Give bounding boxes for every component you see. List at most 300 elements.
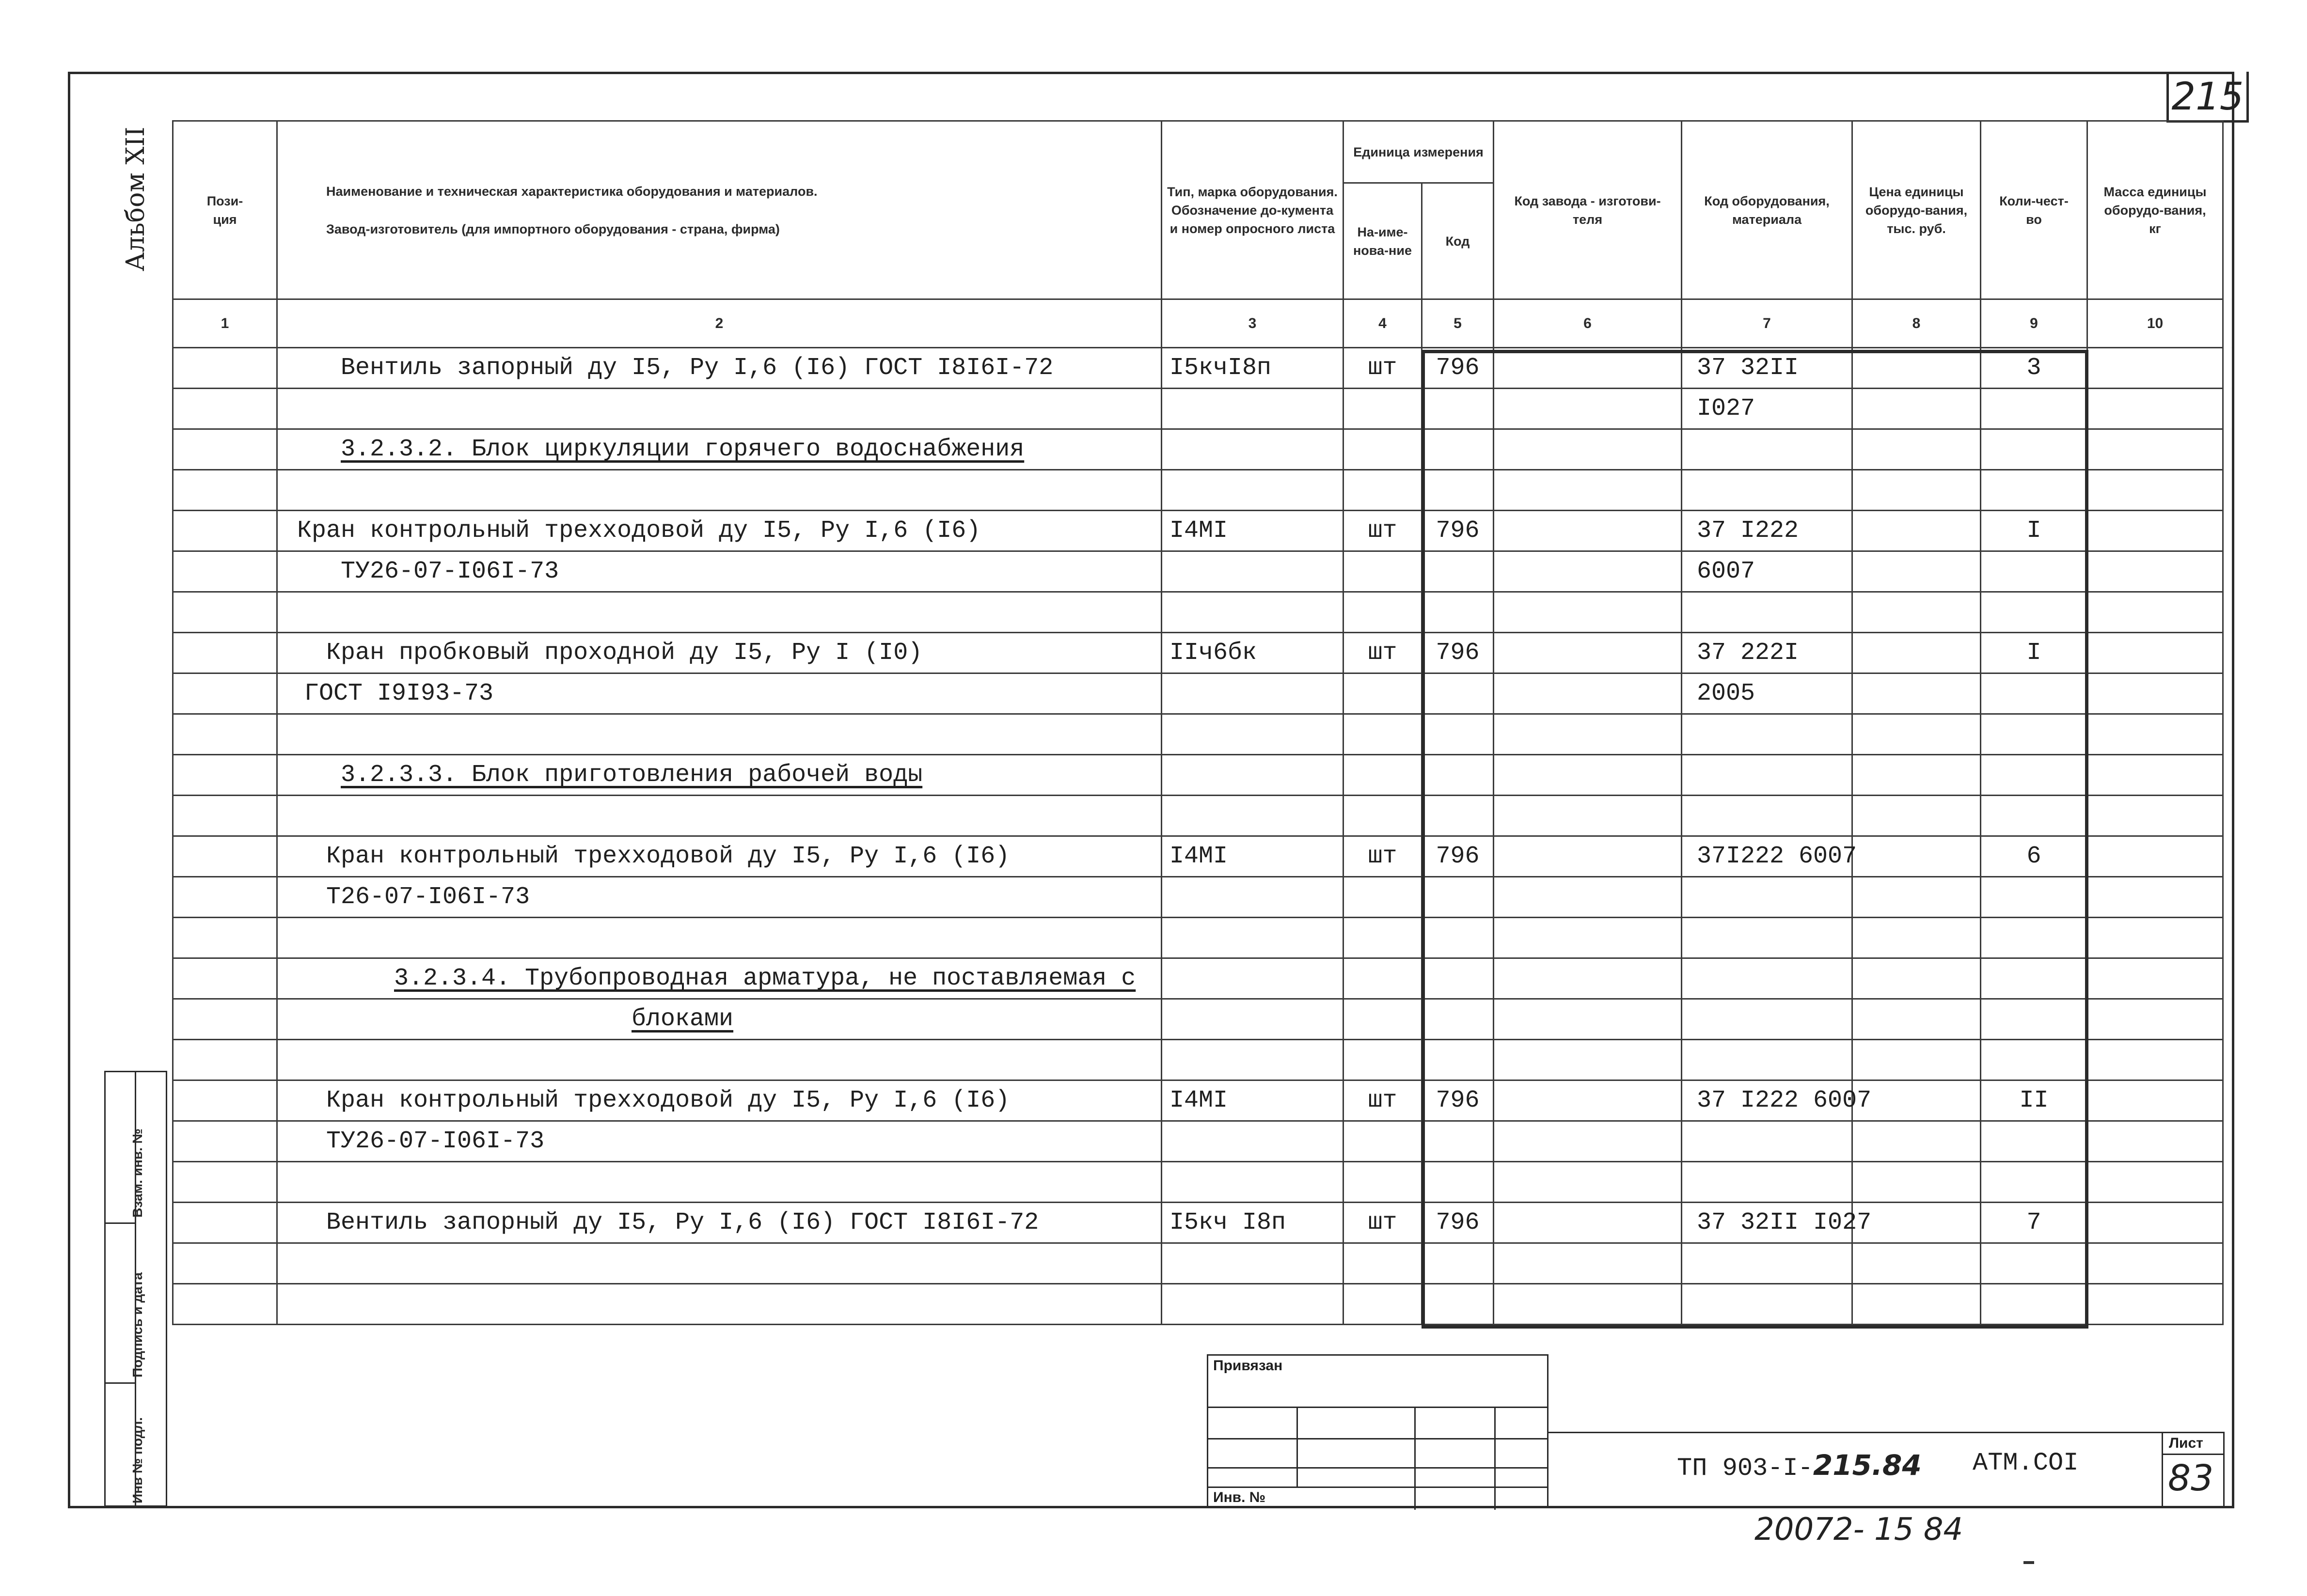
document-code: [1677, 1449, 1922, 1483]
cell-ucode: [1422, 958, 1494, 999]
cell-code: 37 222I: [1682, 633, 1852, 673]
doc-hand: 215.84: [1813, 1449, 1922, 1482]
cell-qty: [1981, 1243, 2087, 1284]
cell-pos: [173, 389, 277, 429]
cell-price: [1852, 836, 1981, 877]
cell-pos: [173, 714, 277, 755]
table-row: [173, 1243, 2223, 1284]
cell-ucode: [1422, 1040, 1494, 1080]
cell-ucode: [1422, 714, 1494, 755]
cell-qty: [1981, 1284, 2087, 1325]
cell-ucode: [1422, 389, 1494, 429]
cell-price: [1852, 714, 1981, 755]
cell-ucode: [1422, 755, 1494, 796]
cell-qty: I: [1981, 633, 2087, 673]
cell-pos: [173, 592, 277, 633]
cell-factory: [1494, 592, 1682, 633]
cell-qty: [1981, 796, 2087, 836]
cell-qty: I: [1981, 511, 2087, 551]
cell-code: [1682, 877, 1852, 918]
col-number: 8: [1852, 299, 1981, 348]
cell-factory: [1494, 836, 1682, 877]
cell-ucode: 796: [1422, 511, 1494, 551]
table-row: [173, 958, 2223, 999]
cell-price: [1852, 999, 1981, 1040]
cell-unit: [1343, 958, 1422, 999]
cell-unit: шт: [1343, 348, 1422, 389]
cell-type: I4МI: [1162, 836, 1343, 877]
cell-pos: [173, 429, 277, 470]
cell-qty: [1981, 1121, 2087, 1162]
cell-type: [1162, 470, 1343, 511]
cell-mass: [2087, 1203, 2223, 1243]
cell-name: Т26-07-I06I-73: [277, 877, 1162, 918]
cell-mass: [2087, 592, 2223, 633]
cell-code: [1682, 429, 1852, 470]
cell-code: [1682, 1284, 1852, 1325]
cell-type: [1162, 918, 1343, 958]
cell-qty: 6: [1981, 836, 2087, 877]
cell-mass: [2087, 551, 2223, 592]
cell-ucode: 796: [1422, 633, 1494, 673]
cell-code: 37 I222: [1682, 511, 1852, 551]
cell-qty: [1981, 714, 2087, 755]
cell-pos: [173, 551, 277, 592]
cell-ucode: [1422, 796, 1494, 836]
cell-unit: [1343, 918, 1422, 958]
cell-name: [277, 470, 1162, 511]
table-row: [173, 918, 2223, 958]
cell-unit: [1343, 796, 1422, 836]
album-label: Альбом XII: [121, 126, 150, 271]
cell-pos: [173, 1243, 277, 1284]
left-strip: [104, 1071, 167, 1507]
cell-type: IIч6бк: [1162, 633, 1343, 673]
table-row: [173, 551, 2223, 592]
cell-unit: шт: [1343, 511, 1422, 551]
table-row: [173, 348, 2223, 389]
cell-ucode: [1422, 1121, 1494, 1162]
cell-factory: [1494, 511, 1682, 551]
cell-type: [1162, 673, 1343, 714]
col-number: 9: [1981, 299, 2087, 348]
cell-pos: [173, 1162, 277, 1203]
cell-name: 3.2.3.2. Блок циркуляции горячего водоснабжения: [277, 429, 1162, 470]
cell-unit: [1343, 673, 1422, 714]
cell-factory: [1494, 1040, 1682, 1080]
cell-ucode: 796: [1422, 836, 1494, 877]
cell-price: [1852, 429, 1981, 470]
cell-name: блоками: [277, 999, 1162, 1040]
cell-unit: шт: [1343, 633, 1422, 673]
cell-ucode: [1422, 1243, 1494, 1284]
cell-factory: [1494, 470, 1682, 511]
header-unit-group: Единица измерения: [1343, 121, 1494, 183]
cell-code: [1682, 592, 1852, 633]
cell-qty: [1981, 1040, 2087, 1080]
cell-pos: [173, 999, 277, 1040]
cell-factory: [1494, 755, 1682, 796]
vzam-inv-label: Взам. инв. №: [130, 1128, 145, 1218]
cell-unit: [1343, 755, 1422, 796]
cell-ucode: 796: [1422, 1203, 1494, 1243]
cell-ucode: [1422, 1284, 1494, 1325]
cell-price: [1852, 511, 1981, 551]
header-mass: Масса единицы оборудо-вания, кг: [2087, 121, 2223, 299]
table-row: [173, 1121, 2223, 1162]
cell-factory: [1494, 551, 1682, 592]
privyazan-label: Привязан: [1213, 1358, 1283, 1374]
cell-mass: [2087, 429, 2223, 470]
cell-ucode: [1422, 429, 1494, 470]
cell-price: [1852, 633, 1981, 673]
cell-type: [1162, 429, 1343, 470]
col-number: 1: [173, 299, 277, 348]
cell-qty: [1981, 389, 2087, 429]
table-row: [173, 673, 2223, 714]
cell-mass: [2087, 389, 2223, 429]
cell-ucode: [1422, 999, 1494, 1040]
cell-type: [1162, 999, 1343, 1040]
header-factory-code: Код завода - изготови-теля: [1494, 121, 1682, 299]
cell-name: [277, 918, 1162, 958]
cell-factory: [1494, 1162, 1682, 1203]
table-row: [173, 1080, 2223, 1121]
cell-pos: [173, 836, 277, 877]
table-row: [173, 714, 2223, 755]
cell-unit: шт: [1343, 1203, 1422, 1243]
cell-type: [1162, 1121, 1343, 1162]
cell-code: [1682, 958, 1852, 999]
cell-price: [1852, 918, 1981, 958]
table-row: [173, 429, 2223, 470]
cell-mass: [2087, 1162, 2223, 1203]
cell-qty: [1981, 429, 2087, 470]
privyazan-block: [1207, 1354, 1549, 1508]
cell-price: [1852, 470, 1981, 511]
cell-type: [1162, 551, 1343, 592]
cell-qty: [1981, 877, 2087, 918]
page-number-stamp: [2166, 72, 2249, 123]
cell-name: 3.2.3.3. Блок приготовления рабочей воды: [277, 755, 1162, 796]
cell-unit: [1343, 1121, 1422, 1162]
header-unit-code: Код: [1422, 183, 1494, 299]
cell-price: [1852, 1080, 1981, 1121]
cell-name: Кран контрольный трехходовой ду I5, Ру I,6 (I6): [277, 836, 1162, 877]
header-position: Пози- ция: [173, 121, 277, 299]
cell-type: [1162, 1243, 1343, 1284]
cell-price: [1852, 1121, 1981, 1162]
cell-type: I5кчI8п: [1162, 348, 1343, 389]
cell-price: [1852, 1243, 1981, 1284]
table-row: [173, 592, 2223, 633]
cell-price: [1852, 755, 1981, 796]
sheet-box: [2162, 1432, 2225, 1508]
header-price: Цена единицы оборудо-вания, тыс. руб.: [1852, 121, 1981, 299]
cell-name: [277, 1162, 1162, 1203]
cell-factory: [1494, 389, 1682, 429]
cell-qty: [1981, 551, 2087, 592]
cell-pos: [173, 877, 277, 918]
cell-pos: [173, 348, 277, 389]
cell-type: [1162, 1162, 1343, 1203]
cell-ucode: [1422, 470, 1494, 511]
cell-mass: [2087, 348, 2223, 389]
cell-ucode: 796: [1422, 1080, 1494, 1121]
cell-pos: [173, 1080, 277, 1121]
cell-mass: [2087, 714, 2223, 755]
cell-mass: [2087, 470, 2223, 511]
cell-mass: [2087, 1080, 2223, 1121]
col-number: 10: [2087, 299, 2223, 348]
cell-factory: [1494, 633, 1682, 673]
cell-pos: [173, 796, 277, 836]
cell-mass: [2087, 673, 2223, 714]
doc-suffix: АТМ.СОI: [1973, 1449, 2079, 1477]
cell-pos: [173, 673, 277, 714]
sheet-label: Лист: [2169, 1435, 2203, 1451]
cell-name: Кран контрольный трехходовой ду I5, Ру I,6 (I6): [277, 1080, 1162, 1121]
cell-unit: шт: [1343, 1080, 1422, 1121]
specification-table: [172, 120, 2224, 1325]
cell-mass: [2087, 877, 2223, 918]
cell-mass: [2087, 1121, 2223, 1162]
cell-mass: [2087, 633, 2223, 673]
cell-pos: [173, 958, 277, 999]
cell-qty: 7: [1981, 1203, 2087, 1243]
cell-ucode: [1422, 551, 1494, 592]
cell-type: [1162, 592, 1343, 633]
table-row: [173, 389, 2223, 429]
header-name: Наименование и техническая характеристика оборудования и материалов. Завод-изготовитель (для импортного оборудования - страна, фирма): [277, 121, 1162, 299]
cell-ucode: [1422, 877, 1494, 918]
cell-name: [277, 1284, 1162, 1325]
cell-factory: [1494, 673, 1682, 714]
cell-price: [1852, 958, 1981, 999]
archive-number: 20072- 15 84: [1754, 1512, 1963, 1548]
cell-price: [1852, 877, 1981, 918]
cell-price: [1852, 551, 1981, 592]
cell-code: [1682, 796, 1852, 836]
doc-prefix: ТП 903-I-: [1677, 1454, 1813, 1483]
cell-unit: [1343, 551, 1422, 592]
cell-code: 6007: [1682, 551, 1852, 592]
cell-qty: [1981, 918, 2087, 958]
cell-factory: [1494, 796, 1682, 836]
cell-factory: [1494, 714, 1682, 755]
cell-type: [1162, 714, 1343, 755]
cell-type: I4МI: [1162, 511, 1343, 551]
cell-ucode: [1422, 1162, 1494, 1203]
cell-mass: [2087, 796, 2223, 836]
podpis-data-label: Подпись и дата: [130, 1272, 145, 1377]
table-row: [173, 999, 2223, 1040]
mark: [2023, 1561, 2034, 1564]
cell-code: I027: [1682, 389, 1852, 429]
cell-unit: [1343, 592, 1422, 633]
cell-name: [277, 389, 1162, 429]
inv-no-label: Инв. №: [1213, 1489, 1266, 1505]
cell-mass: [2087, 918, 2223, 958]
cell-pos: [173, 755, 277, 796]
table-row: [173, 1284, 2223, 1325]
cell-price: [1852, 1284, 1981, 1325]
cell-qty: [1981, 999, 2087, 1040]
col-number: 4: [1343, 299, 1422, 348]
cell-mass: [2087, 1284, 2223, 1325]
cell-qty: II: [1981, 1080, 2087, 1121]
page-number: 215: [2171, 75, 2244, 119]
table-row: [173, 1162, 2223, 1203]
cell-pos: [173, 1040, 277, 1080]
cell-name: [277, 714, 1162, 755]
header-type: Тип, марка оборудования. Обозначение до-кумента и номер опросного листа: [1162, 121, 1343, 299]
cell-factory: [1494, 348, 1682, 389]
cell-type: [1162, 796, 1343, 836]
table-row: [173, 755, 2223, 796]
cell-ucode: [1422, 592, 1494, 633]
cell-code: 37 32II: [1682, 348, 1852, 389]
cell-factory: [1494, 1284, 1682, 1325]
cell-mass: [2087, 511, 2223, 551]
cell-code: 37I222 6007: [1682, 836, 1852, 877]
cell-type: [1162, 755, 1343, 796]
header-equip-code: Код оборудования, материала: [1682, 121, 1852, 299]
cell-name: [277, 592, 1162, 633]
cell-qty: [1981, 673, 2087, 714]
cell-name: 3.2.3.4. Трубопроводная арматура, не поставляемая с: [277, 958, 1162, 999]
cell-qty: [1981, 470, 2087, 511]
cell-unit: [1343, 714, 1422, 755]
cell-type: [1162, 958, 1343, 999]
header-unit-name: На-име-нова-ние: [1343, 183, 1422, 299]
cell-factory: [1494, 918, 1682, 958]
cell-unit: [1343, 389, 1422, 429]
cell-unit: [1343, 1243, 1422, 1284]
table-row: [173, 1203, 2223, 1243]
cell-price: [1852, 673, 1981, 714]
cell-type: I4МI: [1162, 1080, 1343, 1121]
table-row: [173, 1040, 2223, 1080]
cell-code: [1682, 470, 1852, 511]
cell-name: Вентиль запорный ду I5, Ру I,6 (I6) ГОСТ I8I6I-72: [277, 348, 1162, 389]
cell-price: [1852, 592, 1981, 633]
cell-price: [1852, 796, 1981, 836]
cell-unit: [1343, 999, 1422, 1040]
cell-ucode: 796: [1422, 348, 1494, 389]
cell-name: Кран контрольный трехходовой ду I5, Ру I,6 (I6): [277, 511, 1162, 551]
cell-code: [1682, 1243, 1852, 1284]
cell-type: I5кч I8п: [1162, 1203, 1343, 1243]
table-row: [173, 877, 2223, 918]
cell-name: ТУ26-07-I06I-73: [277, 1121, 1162, 1162]
cell-name: ТУ26-07-I06I-73: [277, 551, 1162, 592]
table-row: [173, 511, 2223, 551]
cell-pos: [173, 470, 277, 511]
cell-mass: [2087, 1243, 2223, 1284]
cell-code: 2005: [1682, 673, 1852, 714]
cell-code: [1682, 1162, 1852, 1203]
cell-name: ГОСТ I9I93-73: [277, 673, 1162, 714]
cell-code: [1682, 918, 1852, 958]
cell-type: [1162, 877, 1343, 918]
cell-name: Кран пробковый проходной ду I5, Ру I (I0): [277, 633, 1162, 673]
cell-unit: шт: [1343, 836, 1422, 877]
cell-name: [277, 796, 1162, 836]
cell-pos: [173, 1284, 277, 1325]
col-number: 3: [1162, 299, 1343, 348]
cell-qty: [1981, 1162, 2087, 1203]
cell-unit: [1343, 1162, 1422, 1203]
cell-unit: [1343, 429, 1422, 470]
cell-factory: [1494, 999, 1682, 1040]
cell-mass: [2087, 755, 2223, 796]
cell-unit: [1343, 470, 1422, 511]
cell-name: [277, 1243, 1162, 1284]
cell-ucode: [1422, 673, 1494, 714]
table-row: [173, 796, 2223, 836]
cell-factory: [1494, 958, 1682, 999]
cell-mass: [2087, 1040, 2223, 1080]
cell-factory: [1494, 429, 1682, 470]
cell-qty: [1981, 958, 2087, 999]
cell-qty: [1981, 592, 2087, 633]
cell-pos: [173, 918, 277, 958]
cell-unit: [1343, 1284, 1422, 1325]
col-number: 5: [1422, 299, 1494, 348]
cell-name: [277, 1040, 1162, 1080]
inv-podl-label: Инв № подл.: [130, 1417, 145, 1503]
cell-pos: [173, 633, 277, 673]
cell-qty: 3: [1981, 348, 2087, 389]
cell-price: [1852, 389, 1981, 429]
cell-price: [1852, 1040, 1981, 1080]
cell-mass: [2087, 836, 2223, 877]
col-number: 6: [1494, 299, 1682, 348]
sheet-number: 83: [2168, 1457, 2214, 1499]
cell-mass: [2087, 999, 2223, 1040]
cell-unit: [1343, 877, 1422, 918]
cell-pos: [173, 1203, 277, 1243]
cell-factory: [1494, 1080, 1682, 1121]
cell-mass: [2087, 958, 2223, 999]
cell-pos: [173, 511, 277, 551]
cell-price: [1852, 348, 1981, 389]
col-number: 7: [1682, 299, 1852, 348]
cell-factory: [1494, 877, 1682, 918]
cell-name: Вентиль запорный ду I5, Ру I,6 (I6) ГОСТ I8I6I-72: [277, 1203, 1162, 1243]
table-row: [173, 836, 2223, 877]
cell-code: [1682, 1121, 1852, 1162]
col-number: 2: [277, 299, 1162, 348]
cell-price: [1852, 1203, 1981, 1243]
cell-code: [1682, 999, 1852, 1040]
cell-code: [1682, 1040, 1852, 1080]
table-row: [173, 470, 2223, 511]
header-qty: Коли-чест-во: [1981, 121, 2087, 299]
cell-factory: [1494, 1203, 1682, 1243]
cell-type: [1162, 389, 1343, 429]
title-divider: [1549, 1432, 2225, 1433]
cell-price: [1852, 1162, 1981, 1203]
cell-type: [1162, 1040, 1343, 1080]
cell-code: 37 32II I027: [1682, 1203, 1852, 1243]
cell-ucode: [1422, 918, 1494, 958]
cell-factory: [1494, 1243, 1682, 1284]
cell-pos: [173, 1121, 277, 1162]
table-row: [173, 633, 2223, 673]
cell-code: 37 I222 6007: [1682, 1080, 1852, 1121]
